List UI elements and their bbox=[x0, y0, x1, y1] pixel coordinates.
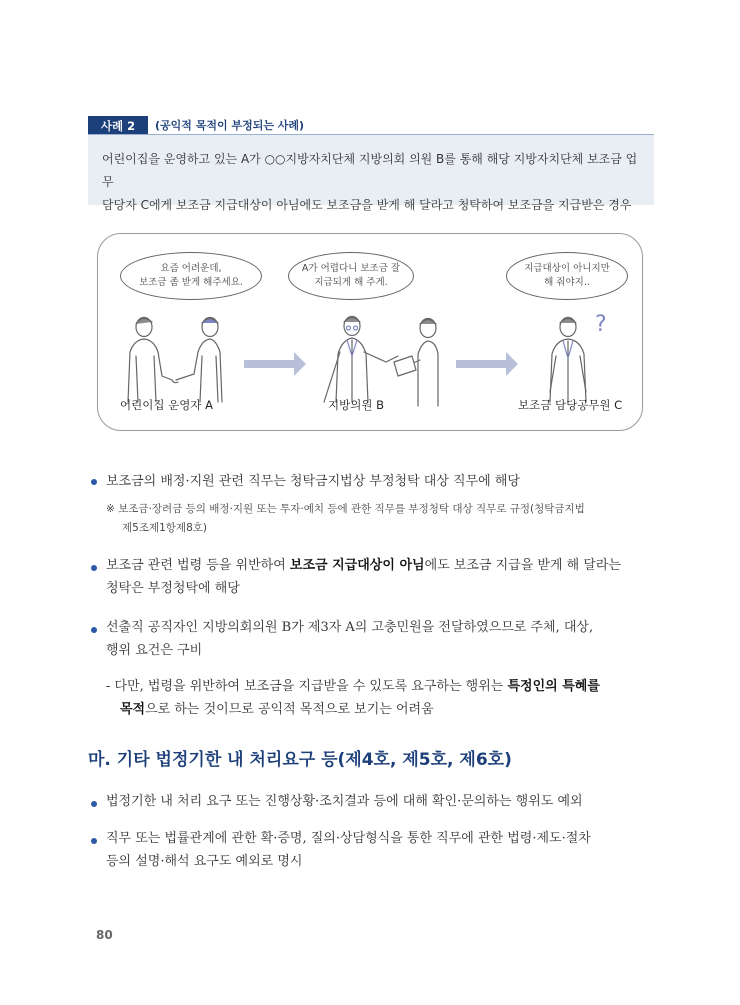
bullet-text: 선출직 공직자인 지방의회의원 B가 제3자 A의 고충민원을 전달하였으므로 주체, 대상, bbox=[106, 620, 594, 635]
bullet-text-continuation: 청탁은 부정청탁에 해당 bbox=[106, 581, 240, 596]
note-text: 제5조제1항제8호) bbox=[122, 522, 207, 534]
speech-bubble-c: 지급대상이 아니지만 해 줘야지.. bbox=[506, 252, 628, 300]
label-person-b: 지방의원 B bbox=[328, 398, 384, 412]
case-title: (공익적 목적이 부정되는 사례) bbox=[155, 119, 305, 132]
bullet-text: 보조금의 배정·지원 관련 직무는 청탁금지법상 부정청탁 대상 직무에 해당 bbox=[106, 474, 520, 489]
note-text: ※ 보조금·장려금 등의 배정·지원 또는 투자·예치 등에 관한 직무를 부정청탁 대상 직무로 규정(청탁금지법 bbox=[106, 503, 585, 515]
label-person-a: 어린이집 운영자 A bbox=[120, 398, 213, 412]
handshake-man-icon bbox=[172, 318, 222, 403]
bullet-text-continuation: 행위 요건은 구비 bbox=[106, 643, 203, 658]
text-segment: 보조금 관련 법령 등을 위반하여 bbox=[106, 558, 290, 573]
emphasis-text: 특정인의 특혜를 bbox=[507, 679, 600, 694]
label-person-c: 보조금 담당공무원 C bbox=[518, 398, 623, 412]
illustration-panel bbox=[97, 233, 643, 431]
case-description-line: 담당자 C에게 보조금 지급대상이 아님에도 보조금을 받게 해 달라고 청탁하여 보조금을 지급받은 경우 bbox=[102, 198, 632, 212]
text-segment: 에도 보조금 지급을 받게 해 달라는 bbox=[424, 558, 622, 573]
case-tag: 사례 2 bbox=[88, 116, 148, 135]
arrow-icon bbox=[456, 352, 518, 376]
bullet-icon bbox=[91, 479, 97, 485]
speech-bubble-a: 요즘 어려운데, 보조금 좀 받게 해주세요. bbox=[120, 252, 262, 300]
person-c-icon bbox=[550, 318, 586, 403]
emphasis-text: 목적 bbox=[120, 702, 146, 717]
bullet-text: 법정기한 내 처리 요구 또는 진행상황·조치결과 등에 대해 확인·문의하는 행위도 예외 bbox=[106, 794, 583, 809]
bullet-icon bbox=[91, 627, 97, 633]
arrow-icon bbox=[244, 352, 306, 376]
bullet-icon bbox=[91, 801, 97, 807]
page-number: 80 bbox=[96, 928, 113, 942]
text-segment: - 다만, 법령을 위반하여 보조금을 지급받을 수 있도록 요구하는 행위는 bbox=[106, 679, 508, 694]
bullet-icon bbox=[91, 565, 97, 571]
bullet-text-continuation: 등의 설명·해석 요구도 예외로 명시 bbox=[106, 854, 303, 869]
text-segment: 으로 하는 것이므로 공익적 목적으로 보기는 어려움 bbox=[145, 702, 434, 717]
speech-bubble-b: A가 어렵다니 보조금 잘 지급되게 해 주게. bbox=[288, 252, 414, 300]
question-mark-icon: ? bbox=[595, 312, 607, 337]
person-a-icon bbox=[128, 318, 172, 403]
bullet-text: 직무 또는 법률관계에 관한 확·증명, 질의·상담형식을 통한 직무에 관한 법령·제도·절차 bbox=[106, 831, 591, 846]
assistant-person-icon bbox=[394, 319, 438, 407]
emphasis-text: 보조금 지급대상이 아님 bbox=[289, 558, 425, 573]
person-b-icon bbox=[324, 317, 398, 403]
section-heading: 마. 기타 법정기한 내 처리요구 등(제4호, 제5호, 제6호) bbox=[88, 750, 512, 770]
bullet-icon bbox=[91, 838, 97, 844]
case-description-box bbox=[88, 135, 654, 212]
sub-item-text-continuation bbox=[120, 697, 434, 723]
case-description-line: 어린이집을 운영하고 있는 A가 ○○지방자치단체 지방의회 의원 B를 통해 해당 지방자치단체 보조금 업무 bbox=[102, 152, 638, 189]
